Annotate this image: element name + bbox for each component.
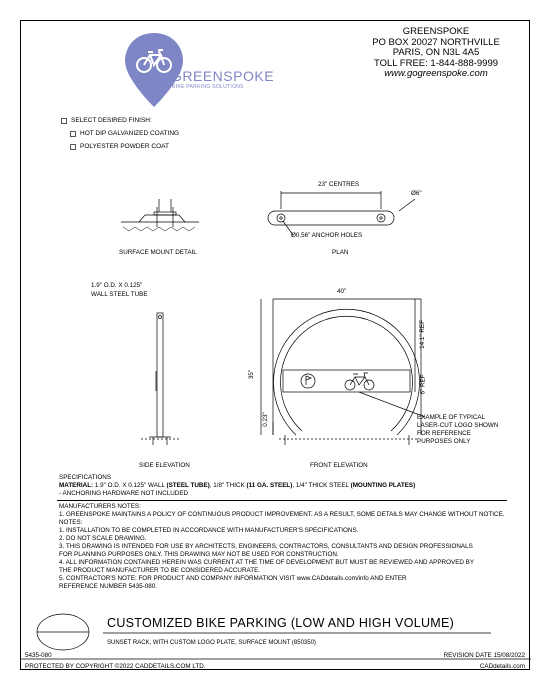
company-address-2: PARIS, ON N3L 4A5 <box>392 47 480 58</box>
dim-14-1: 14.1" REF <box>418 320 426 349</box>
side-elevation-label: SIDE ELEVATION <box>139 462 190 469</box>
company-name: GREENSPOKE <box>402 26 470 37</box>
dim-6: 6" REF <box>419 374 427 395</box>
note-4: 4. ALL INFORMATION CONTAINED HEREIN WAS CURRENT AT THE TIME OF DEVELOPMENT BUT MUST BE REVIEWED AND APPROVED BY <box>59 559 475 566</box>
dim-40: 40" <box>337 288 347 295</box>
note-4b: THE PRODUCT MANUFACTURER TO BE CONSIDERED ACCURATE. <box>59 567 261 574</box>
mfr-heading: MANUFACTURERS NOTES: <box>59 503 141 510</box>
technical-drawings <box>21 21 531 471</box>
title-block <box>21 611 529 671</box>
revision-date: REVISION DATE 15/08/2022 <box>443 652 525 659</box>
caddetails-brand[interactable]: CADdetails.com <box>479 663 525 670</box>
plan-label: PLAN <box>332 249 349 256</box>
dim-0-23: 0.23" <box>261 412 269 427</box>
note-3b: FOR PLANNING PURPOSES ONLY. THIS DRAWING MAY NOT BE USED FOR CONSTRUCTION. <box>59 551 339 558</box>
front-elevation-drawing <box>261 299 425 445</box>
finish-heading: SELECT DESIRED FINISH: <box>71 117 152 124</box>
mfr-note-1: 1. GREENSPOKE MAINTAINS A POLICY OF CONTINUOUS PRODUCT IMPROVEMENT. AS A RESULT, SOME DETAILS MAY CHANGE WITHOUT NOTICE. <box>59 511 505 518</box>
dim-anchor-holes: Ø0.56" ANCHOR HOLES <box>291 232 363 239</box>
company-phone: TOLL FREE: 1-844-888-9999 <box>373 57 499 69</box>
anchoring-note: - ANCHORING HARDWARE NOT INCLUDED <box>59 490 189 497</box>
galvanized-label: HOT DIP GALVANIZED COATING <box>80 130 180 137</box>
company-url[interactable]: www.gogreenspoke.com <box>384 68 488 79</box>
note-3: 3. THIS DRAWING IS INTENDED FOR USE BY ARCHITECTS, ENGINEERS, CONTRACTORS, CONSULTANTS AND DESIGN PROFESSIONALS <box>59 543 473 550</box>
material-line: MATERIAL: 1.9" O.D. X 0.125" WALL (STEEL TUBE), 1/8" THICK (11 GA. STEEL), 1/4" THICK STEEL (MOUNTING PLATES) <box>59 482 416 489</box>
side-elevation-drawing <box>141 313 179 445</box>
specs-heading: SPECIFICATIONS <box>59 474 112 481</box>
surface-mount-label: SURFACE MOUNT DETAIL <box>119 249 197 256</box>
dim-35: 35" <box>248 369 256 380</box>
tube-note-1: 1.9" O.D. X 0.125" <box>91 282 143 289</box>
reference-code: 5435-080 <box>25 652 52 659</box>
company-address-1: PO BOX 20027 NORTHVILLE <box>372 36 500 48</box>
copyright-note: PROTECTED BY COPYRIGHT ©2022 CADDETAILS.COM LTD. <box>25 663 206 670</box>
drawing-title: CUSTOMIZED BIKE PARKING (LOW AND HIGH VOLUME) <box>107 616 455 630</box>
specifications-block <box>59 474 519 591</box>
drawing-sheet <box>20 20 530 670</box>
note-1: 1. INSTALLATION TO BE COMPLETED IN ACCORDANCE WITH MANUFACTURER'S SPECIFICATIONS. <box>59 527 359 534</box>
note-5: 5. CONTRACTOR'S NOTE: FOR PRODUCT AND COMPANY INFORMATION VISIT www.CADdetails.com/info AND ENTER <box>59 575 407 582</box>
note-5b: REFERENCE NUMBER 5435-080. <box>59 583 157 590</box>
powder-label: POLYESTER POWDER COAT <box>80 143 169 150</box>
drawing-subtitle: SUNSET RACK, WITH CUSTOM LOGO PLATE, SURFACE MOUNT (850350) <box>107 640 316 646</box>
tube-note-2: WALL STEEL TUBE <box>91 291 148 298</box>
surface-mount-detail-drawing <box>121 199 199 231</box>
note-2: 2. DO NOT SCALE DRAWING. <box>59 535 147 542</box>
logo-wordmark: GREENSPOKE <box>171 68 275 84</box>
dim-centres: 23" CENTRES <box>318 181 360 188</box>
plan-drawing <box>268 191 415 235</box>
notes-heading: NOTES: <box>59 519 83 526</box>
front-elevation-label: FRONT ELEVATION <box>310 462 368 469</box>
logo-reference-note: EXAMPLE OF TYPICAL LASER-CUT LOGO SHOWN FOR REFERENCE PURPOSES ONLY <box>417 414 499 445</box>
logo-tagline: BIKE PARKING SOLUTIONS <box>172 84 244 90</box>
dim-dia6: Ø6" <box>411 190 422 197</box>
